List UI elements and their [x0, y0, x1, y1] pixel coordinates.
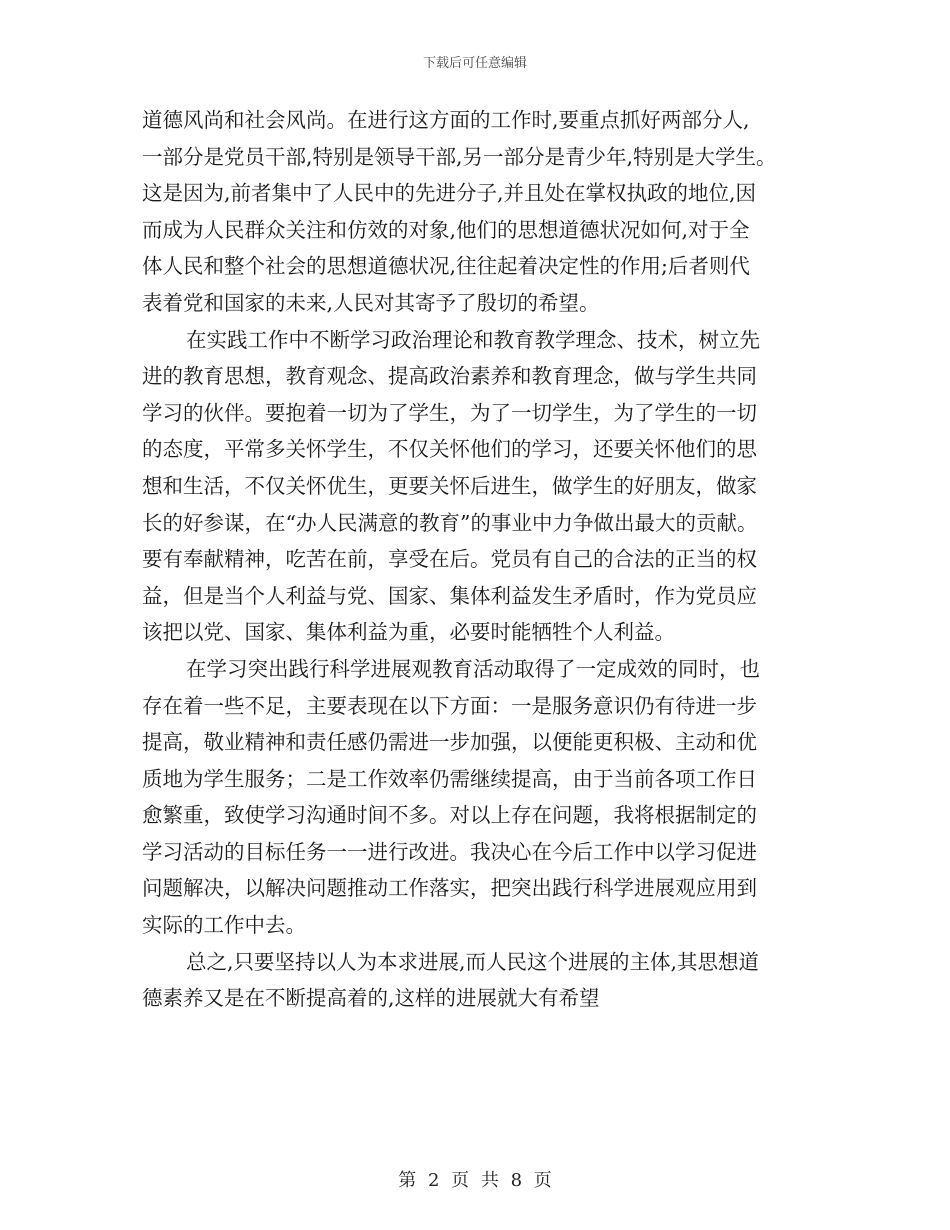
page-number: 第 2 页 共 8 页: [398, 1170, 552, 1191]
text-line: 质地为学生服务；二是工作效率仍需继续提高，由于当前各项工作日: [142, 766, 757, 791]
text-line: 愈繁重，致使学习沟通时间不多。对以上存在问题，我将根据制定的: [142, 803, 757, 828]
text-line: 在实践工作中不断学习政治理论和教育教学理念、技术，树立先: [186, 327, 760, 352]
text-line: 总之,只要坚持以人为本求进展,而人民这个进展的主体,其思想道: [186, 949, 760, 974]
text-line: 益，但是当个人利益与党、国家、集体利益发生矛盾时，作为党员应: [142, 583, 757, 608]
text-line: 一部分是党员干部,特别是领导干部,另一部分是青少年,特别是大学生。: [142, 144, 777, 169]
text-line: 德素养又是在不断提高着的,这样的进展就大有希望: [142, 986, 600, 1011]
text-line: 进的教育思想，教育观念、提高政治素养和教育理念，做与学生共同: [142, 364, 757, 389]
text-line: 想和生活，不仅关怀优生，更要关怀后进生，做学生的好朋友，做家: [142, 473, 757, 498]
text-line: 表着党和国家的未来,人民对其寄予了殷切的希望。: [142, 290, 600, 315]
text-line: 问题解决，以解决问题推动工作落实，把突出践行科学进展观应用到: [142, 876, 757, 901]
text-line: 而成为人民群众关注和仿效的对象,他们的思想道德状况如何,对于全: [142, 217, 750, 242]
text-line: 学习的伙伴。要抱着一切为了学生，为了一切学生，为了学生的一切: [142, 400, 757, 425]
text-line: 提高，敬业精神和责任感仍需进一步加强，以便能更积极、主动和优: [142, 730, 757, 755]
text-line: 实际的工作中去。: [142, 913, 306, 938]
text-line: 这是因为,前者集中了人民中的先进分子,并且处在掌权执政的地位,因: [142, 181, 757, 206]
text-line: 在学习突出践行科学进展观教育活动取得了一定成效的同时，也: [186, 656, 760, 681]
text-line: 该把以党、国家、集体利益为重，必要时能牺牲个人利益。: [142, 620, 675, 645]
text-line: 道德风尚和社会风尚。在进行这方面的工作时,要重点抓好两部分人,: [142, 108, 750, 132]
header-note: 下载后可任意编辑: [422, 56, 527, 71]
text-line: 的态度，平常多关怀学生，不仅关怀他们的学习，还要关怀他们的思: [142, 437, 757, 462]
text-line: 学习活动的目标任务一一进行改进。我决心在今后工作中以学习促进: [142, 839, 757, 864]
document-body: [142, 102, 810, 1017]
text-line: 长的好参谋，在“办人民满意的教育”的事业中力争做出最大的贡献。: [142, 510, 758, 535]
text-line: 存在着一些不足，主要表现在以下方面：一是服务意识仍有待进一步: [142, 693, 757, 718]
text-line: 要有奉献精神，吃苦在前，享受在后。党员有自己的合法的正当的权: [142, 547, 757, 572]
text-line: 体人民和整个社会的思想道德状况,往往起着决定性的作用;后者则代: [142, 254, 750, 279]
